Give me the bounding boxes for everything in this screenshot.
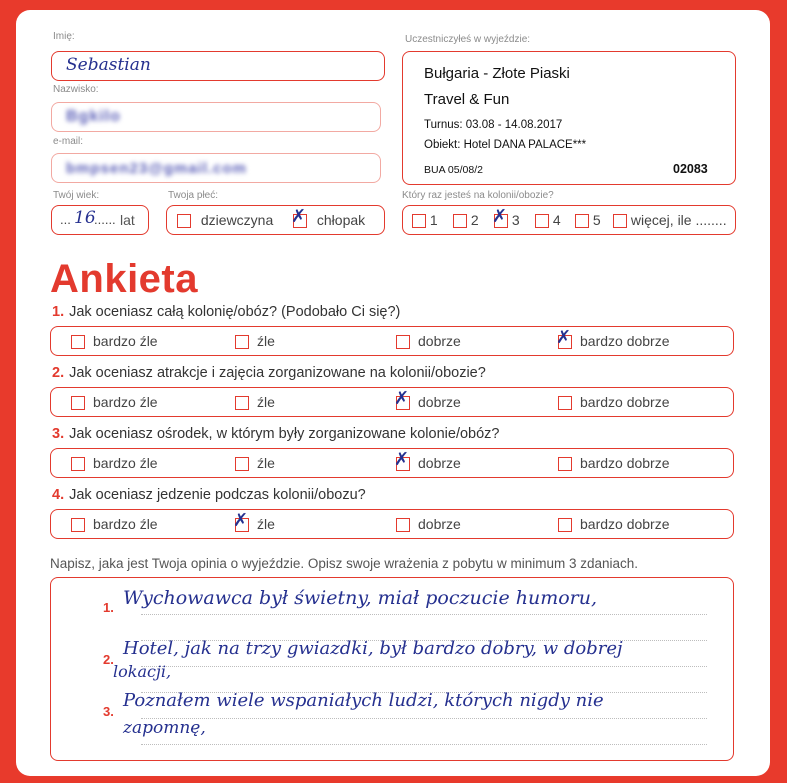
rating-option[interactable] <box>235 394 275 410</box>
times-option-3[interactable]: ✗ 3 <box>492 206 520 228</box>
check-mark-icon: ✗ <box>394 449 410 471</box>
girl-checkbox[interactable] <box>177 214 191 228</box>
rating-option[interactable] <box>71 394 158 410</box>
rating-label: źle <box>257 516 275 532</box>
rating-option[interactable] <box>558 516 670 532</box>
check-mark-icon: ✗ <box>394 388 410 410</box>
rating-checkbox[interactable] <box>235 335 249 349</box>
rating-label: bardzo dobrze <box>580 333 670 349</box>
rating-option[interactable] <box>233 510 275 532</box>
age-label: Twój wiek: <box>53 190 100 201</box>
rating-checkbox[interactable] <box>71 335 85 349</box>
times-option-2[interactable]: 2 <box>453 212 479 228</box>
times-option-1[interactable]: 1 <box>412 212 438 228</box>
opinion-prompt: Napisz, jaka jest Twoja opinia o wyjeździe. Opisz swoje wrażenia z pobytu w minimum 3 zdaniach. <box>50 556 639 571</box>
trip-label: Uczestniczyłeś w wyjeździe: <box>405 34 531 45</box>
surname-field[interactable] <box>51 102 381 132</box>
trip-info-box <box>402 51 736 185</box>
rating-checkbox[interactable] <box>558 518 572 532</box>
trip-destination: Bułgaria - Złote Piaski <box>424 65 570 82</box>
times-field <box>402 205 736 235</box>
name-value: Sebastian <box>66 55 151 75</box>
times-option-4[interactable]: 4 <box>535 212 561 228</box>
rating-option[interactable] <box>396 333 461 349</box>
rating-label: bardzo źle <box>93 333 158 349</box>
rating-checkbox[interactable] <box>71 396 85 410</box>
rating-checkbox[interactable] <box>396 335 410 349</box>
rating-checkbox[interactable] <box>235 396 249 410</box>
gender-option-boy[interactable]: ✗ chłopak <box>291 206 366 228</box>
survey-title: Ankieta <box>50 257 198 301</box>
trip-number: 02083 <box>673 162 708 176</box>
rating-label: dobrze <box>418 516 461 532</box>
rating-checkbox[interactable] <box>71 518 85 532</box>
age-value: 16 <box>74 208 96 228</box>
email-label: e-mail: <box>53 136 84 147</box>
question-2-options <box>50 387 734 417</box>
opinion-line-3: Poznałem wiele wspaniałych ludzi, których nigdy nie <box>123 690 604 711</box>
question-label: Jak oceniasz całą kolonię/obóz? (Podobało Ci się?) <box>69 304 401 320</box>
email-value: bmpsen23@gmail.com <box>66 160 248 177</box>
email-field[interactable] <box>51 153 381 183</box>
rating-label: bardzo źle <box>93 394 158 410</box>
trip-turnus: Turnus: 03.08 - 14.08.2017 <box>424 119 563 131</box>
times-option-more[interactable]: więcej, ile ........ <box>613 212 727 228</box>
surname-label: Nazwisko: <box>53 84 99 95</box>
rating-checkbox[interactable] <box>394 388 410 410</box>
rating-checkbox[interactable] <box>233 510 249 532</box>
question-3-text <box>52 426 499 442</box>
question-3-options <box>50 448 734 478</box>
rating-label: bardzo dobrze <box>580 394 670 410</box>
rating-option[interactable] <box>394 449 461 471</box>
rating-checkbox[interactable] <box>235 457 249 471</box>
question-1-options <box>50 326 734 356</box>
check-mark-icon: ✗ <box>233 510 249 532</box>
rating-label: dobrze <box>418 394 461 410</box>
rating-option[interactable] <box>558 455 670 471</box>
surname-value: Bgkilo <box>66 108 121 125</box>
rating-label: źle <box>257 394 275 410</box>
gender-label: Twoja płeć: <box>168 190 219 201</box>
trip-code: BUA 05/08/2 <box>424 164 483 176</box>
question-1-text <box>52 304 400 320</box>
question-label: Jak oceniasz atrakcje i zajęcia zorganizowane na kolonii/obozie? <box>69 365 486 381</box>
opinion-line-2b: lokacji, <box>113 662 172 681</box>
rating-label: bardzo dobrze <box>580 455 670 471</box>
rating-checkbox[interactable] <box>394 449 410 471</box>
rating-label: bardzo dobrze <box>580 516 670 532</box>
age-unit: lat <box>120 212 135 228</box>
question-number: 3. <box>52 426 65 442</box>
rating-option[interactable] <box>71 455 158 471</box>
opinion-box[interactable] <box>50 577 734 761</box>
check-mark-icon: ✗ <box>291 206 307 228</box>
check-mark-icon: ✗ <box>556 327 572 349</box>
line-number-3: 3. <box>103 704 114 719</box>
question-4-options <box>50 509 734 539</box>
rating-option[interactable] <box>394 388 461 410</box>
opinion-line-3b: zapomnę, <box>123 718 206 738</box>
question-label: Jak oceniasz jedzenie podczas kolonii/obozu? <box>69 487 366 503</box>
rating-label: dobrze <box>418 333 461 349</box>
question-number: 4. <box>52 487 65 503</box>
question-number: 2. <box>52 365 65 381</box>
trip-obiekt: Obiekt: Hotel DANA PALACE*** <box>424 139 587 151</box>
age-prefix: ... <box>60 212 71 227</box>
rating-checkbox[interactable] <box>396 518 410 532</box>
age-field[interactable]: ... 16 ...... lat <box>51 205 149 235</box>
line-number-2: 2. <box>103 652 114 667</box>
name-label: Imię: <box>53 31 75 42</box>
rating-option[interactable] <box>71 333 158 349</box>
gender-field <box>166 205 385 235</box>
opinion-line-2: Hotel, jak na trzy gwiazdki, był bardzo dobry, w dobrej <box>123 638 623 659</box>
rating-option[interactable] <box>556 327 670 349</box>
line-number-1: 1. <box>103 600 114 615</box>
question-2-text <box>52 365 486 381</box>
rating-checkbox[interactable] <box>556 327 572 349</box>
name-field[interactable] <box>51 51 385 81</box>
rating-label: bardzo źle <box>93 455 158 471</box>
question-label: Jak oceniasz ośrodek, w którym były zorganizowane kolonie/obóz? <box>69 426 500 442</box>
rating-checkbox[interactable] <box>558 396 572 410</box>
times-label: Który raz jesteś na kolonii/obozie? <box>402 190 554 201</box>
gender-option-girl[interactable]: dziewczyna <box>177 212 273 228</box>
trip-program: Travel & Fun <box>424 91 510 108</box>
rating-option[interactable] <box>235 455 275 471</box>
times-option-5[interactable]: 5 <box>575 212 601 228</box>
rating-label: źle <box>257 333 275 349</box>
question-4-text <box>52 487 366 503</box>
rating-option[interactable] <box>71 516 158 532</box>
rating-checkbox[interactable] <box>71 457 85 471</box>
question-number: 1. <box>52 304 65 320</box>
rating-option[interactable] <box>396 516 461 532</box>
rating-label: źle <box>257 455 275 471</box>
check-mark-icon: ✗ <box>492 206 508 228</box>
rating-label: bardzo źle <box>93 516 158 532</box>
rating-label: dobrze <box>418 455 461 471</box>
boy-checkbox[interactable] <box>291 206 307 228</box>
survey-form <box>16 10 770 776</box>
rating-checkbox[interactable] <box>558 457 572 471</box>
rating-option[interactable] <box>235 333 275 349</box>
rating-option[interactable] <box>558 394 670 410</box>
opinion-line-1: Wychowawca był świetny, miał poczucie humoru, <box>123 587 598 609</box>
